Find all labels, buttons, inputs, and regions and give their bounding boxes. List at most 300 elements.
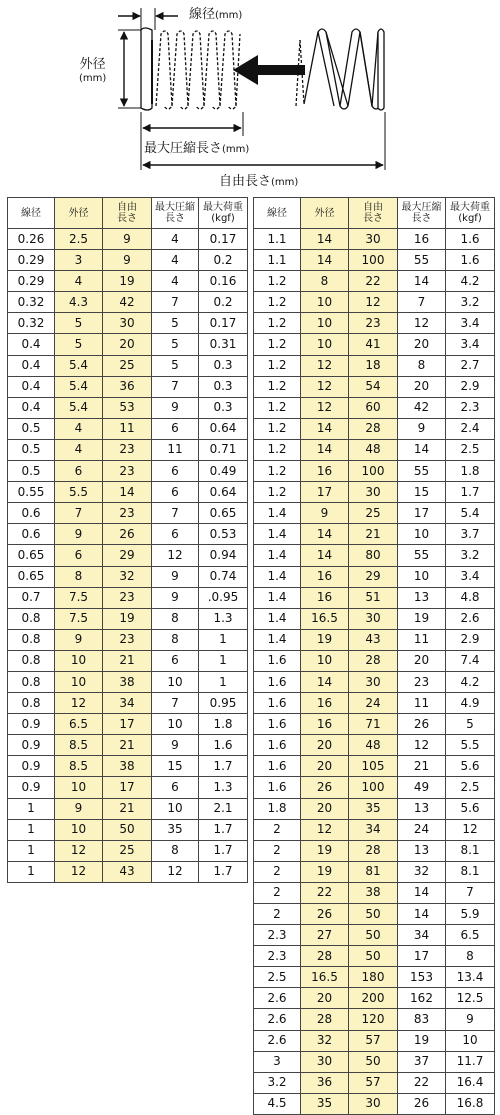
cell-wire-diameter: 1.6 <box>254 671 301 692</box>
cell-outer-diameter: 14 <box>301 418 349 439</box>
table-row <box>254 904 495 925</box>
table-row <box>254 693 495 714</box>
cell-free-length: 29 <box>349 566 398 587</box>
cell-max-load: .0.95 <box>199 587 248 608</box>
cell-max-compression: 6 <box>152 524 199 545</box>
table-row <box>254 355 495 376</box>
cell-outer-diameter: 12 <box>55 840 103 861</box>
cell-free-length: 21 <box>103 798 152 819</box>
cell-max-compression: 83 <box>398 1009 446 1030</box>
cell-wire-diameter: 3 <box>254 1051 301 1072</box>
cell-max-load: 5.6 <box>446 798 495 819</box>
cell-wire-diameter: 2 <box>254 840 301 861</box>
cell-outer-diameter: 16 <box>301 566 349 587</box>
cell-wire-diameter: 1.4 <box>254 566 301 587</box>
cell-wire-diameter: 0.8 <box>8 650 55 671</box>
cell-wire-diameter: 1.4 <box>254 524 301 545</box>
cell-max-compression: 4 <box>152 250 199 271</box>
cell-wire-diameter: 0.5 <box>8 439 55 460</box>
cell-max-compression: 153 <box>398 967 446 988</box>
table-row <box>8 819 248 840</box>
cell-wire-diameter: 0.65 <box>8 545 55 566</box>
cell-max-load: 1 <box>199 650 248 671</box>
free-length-unit: (mm) <box>271 177 299 188</box>
cell-free-length: 25 <box>103 355 152 376</box>
table-row <box>254 777 495 798</box>
cell-max-compression: 7 <box>152 693 199 714</box>
cell-max-load: 0.95 <box>199 693 248 714</box>
cell-max-load: 13.4 <box>446 967 495 988</box>
spring-spec-table-right <box>253 197 495 1115</box>
cell-free-length: 34 <box>103 693 152 714</box>
cell-outer-diameter: 10 <box>55 819 103 840</box>
cell-free-length: 100 <box>349 777 398 798</box>
header-wire-diameter: 線径 <box>254 198 301 229</box>
cell-max-compression: 20 <box>398 376 446 397</box>
cell-outer-diameter: 14 <box>301 250 349 271</box>
table-row <box>254 840 495 861</box>
cell-max-load: 1.6 <box>199 735 248 756</box>
cell-max-compression: 24 <box>398 819 446 840</box>
table-row <box>254 629 495 650</box>
table-row <box>8 397 248 418</box>
cell-outer-diameter: 16 <box>301 714 349 735</box>
table-row <box>254 1009 495 1030</box>
cell-max-compression: 13 <box>398 587 446 608</box>
cell-outer-diameter: 10 <box>55 650 103 671</box>
cell-max-compression: 13 <box>398 798 446 819</box>
cell-outer-diameter: 5.5 <box>55 482 103 503</box>
cell-max-load: 0.3 <box>199 355 248 376</box>
cell-wire-diameter: 3.2 <box>254 1072 301 1093</box>
cell-wire-diameter: 0.8 <box>8 608 55 629</box>
cell-max-compression: 22 <box>398 1072 446 1093</box>
table-row <box>254 735 495 756</box>
table-row <box>254 925 495 946</box>
cell-max-compression: 14 <box>398 271 446 292</box>
cell-max-load: 2.4 <box>446 418 495 439</box>
cell-max-load: 2.5 <box>446 777 495 798</box>
cell-max-compression: 37 <box>398 1051 446 1072</box>
cell-outer-diameter: 10 <box>301 313 349 334</box>
cell-outer-diameter: 5.4 <box>55 355 103 376</box>
cell-wire-diameter: 1.2 <box>254 482 301 503</box>
cell-free-length: 51 <box>349 587 398 608</box>
cell-max-compression: 34 <box>398 925 446 946</box>
cell-free-length: 21 <box>103 735 152 756</box>
table-row <box>254 1093 495 1114</box>
cell-free-length: 28 <box>349 840 398 861</box>
cell-outer-diameter: 4.3 <box>55 292 103 313</box>
cell-free-length: 9 <box>103 229 152 250</box>
cell-outer-diameter: 12 <box>55 861 103 882</box>
table-row <box>8 861 248 882</box>
cell-free-length: 23 <box>103 503 152 524</box>
cell-free-length: 105 <box>349 756 398 777</box>
cell-free-length: 42 <box>103 292 152 313</box>
table-row <box>8 313 248 334</box>
cell-max-compression: 15 <box>398 482 446 503</box>
cell-outer-diameter: 14 <box>301 524 349 545</box>
cell-max-load: 1.6 <box>446 229 495 250</box>
cell-max-compression: 7 <box>152 292 199 313</box>
cell-max-load: 0.3 <box>199 376 248 397</box>
cell-outer-diameter: 12 <box>55 693 103 714</box>
cell-max-load: 0.71 <box>199 439 248 460</box>
cell-wire-diameter: 0.9 <box>8 714 55 735</box>
cell-max-compression: 6 <box>152 650 199 671</box>
cell-max-load: 3.7 <box>446 524 495 545</box>
cell-max-load: 7 <box>446 882 495 903</box>
cell-outer-diameter: 16 <box>301 461 349 482</box>
cell-wire-diameter: 0.6 <box>8 524 55 545</box>
cell-max-compression: 7 <box>398 292 446 313</box>
cell-max-compression: 9 <box>152 397 199 418</box>
cell-max-load: 16.8 <box>446 1093 495 1114</box>
table-row <box>254 292 495 313</box>
cell-wire-diameter: 1 <box>8 819 55 840</box>
cell-wire-diameter: 0.7 <box>8 587 55 608</box>
cell-wire-diameter: 0.32 <box>8 292 55 313</box>
cell-wire-diameter: 1.4 <box>254 608 301 629</box>
cell-free-length: 35 <box>349 798 398 819</box>
cell-wire-diameter: 0.6 <box>8 503 55 524</box>
cell-max-compression: 11 <box>152 439 199 460</box>
cell-max-load: 3.4 <box>446 566 495 587</box>
table-row <box>254 271 495 292</box>
cell-wire-diameter: 2 <box>254 882 301 903</box>
cell-max-compression: 19 <box>398 608 446 629</box>
cell-max-load: 0.65 <box>199 503 248 524</box>
cell-wire-diameter: 2 <box>254 819 301 840</box>
cell-wire-diameter: 2.6 <box>254 988 301 1009</box>
cell-wire-diameter: 0.65 <box>8 566 55 587</box>
max-compression-label <box>144 142 249 157</box>
cell-max-load: 1.3 <box>199 608 248 629</box>
table-row <box>254 1030 495 1051</box>
cell-max-compression: 10 <box>152 714 199 735</box>
cell-max-compression: 5 <box>152 313 199 334</box>
cell-max-load: 1.7 <box>199 756 248 777</box>
table-row <box>254 819 495 840</box>
cell-max-compression: 19 <box>398 1030 446 1051</box>
table-row <box>8 693 248 714</box>
table-row <box>254 861 495 882</box>
cell-wire-diameter: 1 <box>8 798 55 819</box>
cell-wire-diameter: 0.4 <box>8 355 55 376</box>
cell-free-length: 17 <box>103 777 152 798</box>
cell-wire-diameter: 0.8 <box>8 671 55 692</box>
cell-outer-diameter: 5.4 <box>55 397 103 418</box>
wire-diameter-text: 線径 <box>189 7 216 22</box>
cell-outer-diameter: 7 <box>55 503 103 524</box>
cell-outer-diameter: 9 <box>55 524 103 545</box>
cell-outer-diameter: 28 <box>301 1009 349 1030</box>
cell-max-load: 1.7 <box>199 840 248 861</box>
table-row <box>254 482 495 503</box>
cell-outer-diameter: 20 <box>301 756 349 777</box>
cell-max-load: 4.2 <box>446 671 495 692</box>
cell-max-compression: 8 <box>152 608 199 629</box>
cell-wire-diameter: 2.5 <box>254 967 301 988</box>
table-header <box>254 198 495 229</box>
outer-diameter-label <box>79 58 106 86</box>
cell-free-length: 9 <box>103 250 152 271</box>
cell-outer-diameter: 4 <box>55 271 103 292</box>
cell-max-compression: 8 <box>152 840 199 861</box>
cell-outer-diameter: 36 <box>301 1072 349 1093</box>
header-outer-diameter: 外径 <box>301 198 349 229</box>
cell-outer-diameter: 20 <box>301 988 349 1009</box>
cell-free-length: 200 <box>349 988 398 1009</box>
cell-max-compression: 21 <box>398 756 446 777</box>
cell-max-compression: 4 <box>152 271 199 292</box>
cell-max-compression: 13 <box>398 840 446 861</box>
cell-free-length: 81 <box>349 861 398 882</box>
cell-outer-diameter: 27 <box>301 925 349 946</box>
cell-max-load: 1 <box>199 629 248 650</box>
table-row <box>254 650 495 671</box>
table-row <box>8 271 248 292</box>
cell-outer-diameter: 10 <box>55 671 103 692</box>
cell-max-load: 0.74 <box>199 566 248 587</box>
cell-max-compression: 9 <box>152 587 199 608</box>
cell-wire-diameter: 2.3 <box>254 946 301 967</box>
table-row <box>254 545 495 566</box>
cell-outer-diameter: 20 <box>301 735 349 756</box>
cell-free-length: 22 <box>349 271 398 292</box>
table-row <box>254 439 495 460</box>
cell-free-length: 43 <box>103 861 152 882</box>
cell-outer-diameter: 10 <box>301 650 349 671</box>
table-row <box>254 397 495 418</box>
table-row <box>254 946 495 967</box>
cell-max-load: 8.1 <box>446 861 495 882</box>
cell-free-length: 14 <box>103 482 152 503</box>
table-row <box>254 967 495 988</box>
cell-outer-diameter: 8.5 <box>55 756 103 777</box>
cell-wire-diameter: 1.6 <box>254 735 301 756</box>
cell-max-compression: 5 <box>152 334 199 355</box>
cell-max-compression: 162 <box>398 988 446 1009</box>
table-row <box>8 292 248 313</box>
cell-outer-diameter: 28 <box>301 946 349 967</box>
table-row <box>8 418 248 439</box>
cell-max-compression: 8 <box>398 355 446 376</box>
cell-outer-diameter: 19 <box>301 861 349 882</box>
cell-max-compression: 12 <box>152 861 199 882</box>
cell-outer-diameter: 16 <box>301 693 349 714</box>
cell-max-load: 1.3 <box>199 777 248 798</box>
free-spring <box>296 29 384 110</box>
cell-free-length: 48 <box>349 439 398 460</box>
header-free-length: 自由 長さ <box>349 198 398 229</box>
cell-outer-diameter: 10 <box>301 334 349 355</box>
cell-max-load: 3.4 <box>446 313 495 334</box>
table-row <box>8 524 248 545</box>
cell-free-length: 11 <box>103 418 152 439</box>
cell-max-compression: 26 <box>398 714 446 735</box>
cell-free-length: 30 <box>349 229 398 250</box>
table-row <box>254 418 495 439</box>
cell-wire-diameter: 1.2 <box>254 334 301 355</box>
table-row <box>8 798 248 819</box>
cell-outer-diameter: 12 <box>301 355 349 376</box>
cell-free-length: 43 <box>349 629 398 650</box>
table-row <box>8 482 248 503</box>
cell-outer-diameter: 16 <box>301 587 349 608</box>
cell-wire-diameter: 0.4 <box>8 334 55 355</box>
cell-wire-diameter: 2.3 <box>254 925 301 946</box>
cell-max-load: 2.1 <box>199 798 248 819</box>
cell-free-length: 80 <box>349 545 398 566</box>
cell-outer-diameter: 14 <box>301 439 349 460</box>
cell-max-compression: 14 <box>398 904 446 925</box>
cell-max-compression: 10 <box>398 566 446 587</box>
cell-max-load: 1.7 <box>199 819 248 840</box>
spring-illustration <box>0 0 500 195</box>
cell-free-length: 38 <box>103 756 152 777</box>
cell-outer-diameter: 7.5 <box>55 608 103 629</box>
cell-wire-diameter: 1.2 <box>254 418 301 439</box>
cell-wire-diameter: 1.1 <box>254 250 301 271</box>
table-row <box>8 334 248 355</box>
cell-free-length: 41 <box>349 334 398 355</box>
cell-max-compression: 20 <box>398 650 446 671</box>
cell-max-compression: 10 <box>152 798 199 819</box>
cell-wire-diameter: 4.5 <box>254 1093 301 1114</box>
cell-max-compression: 16 <box>398 229 446 250</box>
cell-max-compression: 42 <box>398 397 446 418</box>
cell-max-load: 6.5 <box>446 925 495 946</box>
cell-wire-diameter: 1.4 <box>254 629 301 650</box>
cell-max-compression: 7 <box>152 503 199 524</box>
header-outer-diameter: 外径 <box>55 198 103 229</box>
cell-free-length: 21 <box>349 524 398 545</box>
cell-free-length: 20 <box>103 334 152 355</box>
cell-wire-diameter: 1.8 <box>254 798 301 819</box>
cell-wire-diameter: 1.6 <box>254 714 301 735</box>
cell-max-compression: 17 <box>398 503 446 524</box>
cell-outer-diameter: 12 <box>301 376 349 397</box>
cell-free-length: 23 <box>349 313 398 334</box>
cell-free-length: 28 <box>349 418 398 439</box>
cell-outer-diameter: 5.4 <box>55 376 103 397</box>
table-row <box>8 671 248 692</box>
cell-max-compression: 17 <box>398 946 446 967</box>
cell-max-compression: 7 <box>152 376 199 397</box>
cell-max-load: 0.2 <box>199 292 248 313</box>
cell-free-length: 30 <box>349 482 398 503</box>
cell-wire-diameter: 1.1 <box>254 229 301 250</box>
cell-wire-diameter: 1.6 <box>254 650 301 671</box>
cell-wire-diameter: 0.9 <box>8 735 55 756</box>
table-row <box>8 566 248 587</box>
cell-max-load: 5 <box>446 714 495 735</box>
header-max-load: 最大荷重 (kgf) <box>199 198 248 229</box>
table-row <box>8 629 248 650</box>
cell-max-compression: 9 <box>152 735 199 756</box>
table-row <box>8 503 248 524</box>
cell-free-length: 28 <box>349 650 398 671</box>
cell-max-compression: 49 <box>398 777 446 798</box>
cell-outer-diameter: 14 <box>301 229 349 250</box>
table-row <box>254 376 495 397</box>
cell-free-length: 30 <box>349 671 398 692</box>
cell-max-load: 8.1 <box>446 840 495 861</box>
table-row <box>8 587 248 608</box>
cell-max-load: 3.2 <box>446 292 495 313</box>
cell-wire-diameter: 0.26 <box>8 229 55 250</box>
cell-outer-diameter: 2.5 <box>55 229 103 250</box>
table-row <box>254 608 495 629</box>
cell-wire-diameter: 1.2 <box>254 292 301 313</box>
table-row <box>8 735 248 756</box>
cell-max-load: 0.64 <box>199 418 248 439</box>
cell-outer-diameter: 19 <box>301 629 349 650</box>
cell-free-length: 60 <box>349 397 398 418</box>
free-length-label <box>219 175 298 190</box>
cell-free-length: 50 <box>349 904 398 925</box>
cell-free-length: 18 <box>349 355 398 376</box>
cell-free-length: 100 <box>349 461 398 482</box>
table-body <box>8 229 248 883</box>
cell-wire-diameter: 0.9 <box>8 756 55 777</box>
cell-max-load: 1.6 <box>446 250 495 271</box>
cell-wire-diameter: 1 <box>8 840 55 861</box>
table-row <box>8 355 248 376</box>
cell-max-load: 1 <box>199 671 248 692</box>
table-row <box>8 840 248 861</box>
cell-outer-diameter: 8 <box>55 566 103 587</box>
cell-max-load: 2.9 <box>446 376 495 397</box>
cell-wire-diameter: 0.29 <box>8 271 55 292</box>
cell-outer-diameter: 12 <box>301 397 349 418</box>
table-row <box>254 313 495 334</box>
cell-outer-diameter: 6.5 <box>55 714 103 735</box>
cell-outer-diameter: 9 <box>55 629 103 650</box>
cell-free-length: 71 <box>349 714 398 735</box>
table-row <box>8 250 248 271</box>
cell-free-length: 57 <box>349 1030 398 1051</box>
cell-max-load: 0.3 <box>199 397 248 418</box>
table-row <box>8 756 248 777</box>
table-row <box>8 714 248 735</box>
cell-max-load: 1.8 <box>446 461 495 482</box>
cell-free-length: 23 <box>103 629 152 650</box>
cell-free-length: 54 <box>349 376 398 397</box>
table-row <box>254 524 495 545</box>
header-max-load: 最大荷重 (kgf) <box>446 198 495 229</box>
cell-outer-diameter: 19 <box>301 840 349 861</box>
cell-wire-diameter: 1.4 <box>254 545 301 566</box>
cell-outer-diameter: 22 <box>301 882 349 903</box>
cell-max-load: 5.5 <box>446 735 495 756</box>
cell-max-load: 8 <box>446 946 495 967</box>
cell-outer-diameter: 26 <box>301 904 349 925</box>
cell-max-load: 0.2 <box>199 250 248 271</box>
header-free-length: 自由 長さ <box>103 198 152 229</box>
cell-max-load: 0.94 <box>199 545 248 566</box>
cell-outer-diameter: 12 <box>301 819 349 840</box>
cell-wire-diameter: 1.2 <box>254 397 301 418</box>
table-row <box>254 714 495 735</box>
cell-outer-diameter: 32 <box>301 1030 349 1051</box>
header-max-compression: 最大圧縮 長さ <box>398 198 446 229</box>
cell-wire-diameter: 0.4 <box>8 397 55 418</box>
cell-free-length: 38 <box>349 882 398 903</box>
cell-max-compression: 4 <box>152 229 199 250</box>
